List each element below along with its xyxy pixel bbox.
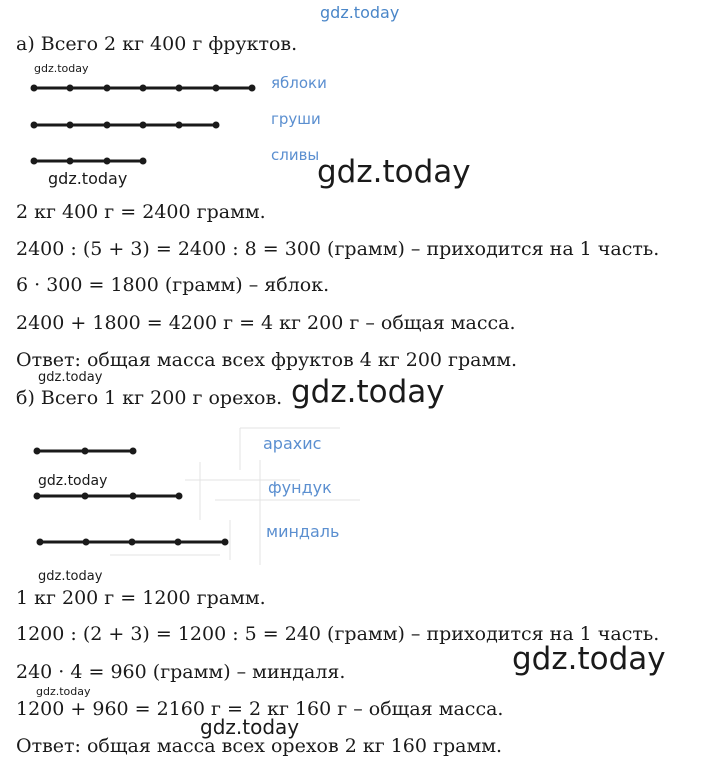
label-apples: яблоки: [271, 74, 327, 92]
label-pears: груши: [271, 110, 321, 128]
watermark-medium: gdz.today: [200, 715, 300, 739]
label-hazelnuts: фундук: [268, 478, 332, 497]
part-b-line-2: 1200 : (2 + 3) = 1200 : 5 = 240 (грамм) – приходится на 1 часть.: [16, 623, 660, 645]
watermark-small: gdz.today: [34, 62, 89, 75]
label-plums: сливы: [271, 146, 320, 164]
part-a-heading: а) Всего 2 кг 400 г фруктов.: [16, 33, 298, 55]
part-b-line-1: 1 кг 200 г = 1200 грамм.: [16, 587, 266, 609]
watermark-large: gdz.today: [512, 641, 666, 677]
label-almonds: миндаль: [266, 522, 340, 541]
label-peanuts: арахис: [263, 434, 322, 453]
watermark-small: gdz.today: [38, 370, 103, 385]
watermark-small: gdz.today: [38, 473, 108, 489]
part-b-line-4: 1200 + 960 = 2160 г = 2 кг 160 г – общая масса.: [16, 698, 504, 720]
part-a-line-2: 2400 : (5 + 3) = 2400 : 8 = 300 (грамм) – приходится на 1 часть.: [16, 238, 660, 260]
part-a-line-3: 6 · 300 = 1800 (грамм) – яблок.: [16, 274, 330, 296]
part-a-line-4: 2400 + 1800 = 4200 г = 4 кг 200 г – общая масса.: [16, 312, 516, 334]
part-b-heading: б) Всего 1 кг 200 г орехов.: [16, 387, 283, 409]
part-b-line-3: 240 · 4 = 960 (грамм) – миндаля.: [16, 661, 346, 683]
watermark-large: gdz.today: [317, 154, 471, 190]
watermark-large: gdz.today: [291, 374, 445, 410]
part-a-line-1: 2 кг 400 г = 2400 грамм.: [16, 201, 266, 223]
watermark-small: gdz.today: [48, 169, 128, 188]
watermark-small: gdz.today: [36, 685, 91, 698]
watermark-top: gdz.today: [320, 3, 400, 22]
part-a-answer: Ответ: общая масса всех фруктов 4 кг 200 грамм.: [16, 349, 518, 371]
part-b-answer: Ответ: общая масса всех орехов 2 кг 160 грамм.: [16, 735, 503, 757]
watermark-small: gdz.today: [38, 569, 103, 584]
